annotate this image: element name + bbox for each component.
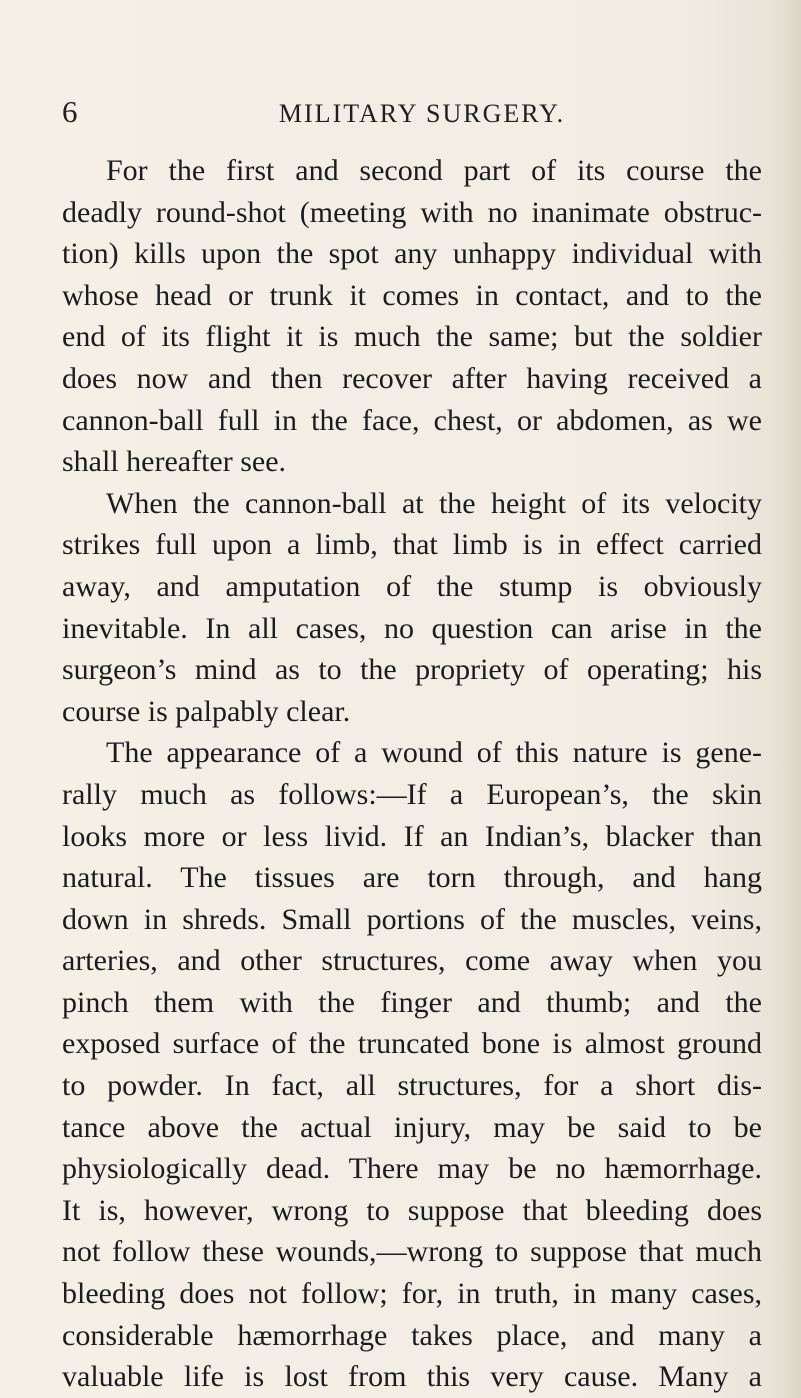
text-line: tion) kills upon the spot any unhappy individual with: [62, 237, 762, 271]
text-line: pinch them with the finger and thumb; and the: [62, 985, 762, 1019]
text-line: does now and then recover after having received a: [62, 361, 762, 395]
text-line: shall hereafter see.: [62, 445, 287, 479]
text-line: not follow these wounds,—wrong to suppose that much: [62, 1235, 762, 1269]
running-head: MILITARY SURGERY.: [278, 99, 566, 128]
text-line: It is, however, wrong to suppose that bleeding does: [62, 1193, 762, 1227]
text-line: physiologically dead. There may be no hæmorrhage.: [62, 1152, 762, 1186]
body-text: [62, 150, 762, 1398]
paragraph-1: [62, 150, 762, 483]
text-line: course is palpably clear.: [62, 694, 351, 728]
text-line: bleeding does not follow; for, in truth, in many cases,: [62, 1277, 762, 1311]
text-line: end of its flight it is much the same; but the soldier: [62, 320, 762, 354]
text-line: surgeon’s mind as to the propriety of operating; his: [62, 653, 762, 687]
text-line: to powder. In fact, all structures, for a short dis-: [62, 1069, 762, 1103]
text-line: looks more or less livid. If an Indian’s, blacker than: [62, 819, 762, 853]
text-line: When the cannon-ball at the height of its velocity: [106, 486, 762, 520]
page-number: 6: [62, 94, 78, 129]
text-line: exposed surface of the truncated bone is almost ground: [62, 1027, 762, 1061]
text-line: For the first and second part of its course the: [106, 154, 762, 187]
text-line: rally much as follows:—If a European’s, the skin: [62, 777, 762, 811]
paragraph-2: [62, 483, 762, 733]
text-line: cannon-ball full in the face, chest, or abdomen, as we: [62, 403, 762, 437]
page-header: [62, 92, 762, 132]
paragraph-3: [62, 732, 762, 1398]
text-line: strikes full upon a limb, that limb is in effect carried: [62, 528, 762, 562]
text-line: tance above the actual injury, may be said to be: [62, 1110, 762, 1144]
text-line: valuable life is lost from this very cause. Many a: [62, 1360, 762, 1394]
text-line: inevitable. In all cases, no question can arise in the: [62, 611, 762, 645]
text-line: arteries, and other structures, come away when you: [62, 944, 762, 978]
text-line: natural. The tissues are torn through, and hang: [62, 861, 762, 895]
text-line: considerable hæmorrhage takes place, and many a: [62, 1318, 762, 1352]
text-line: whose head or trunk it comes in contact, and to the: [62, 278, 762, 312]
text-line: The appearance of a wound of this nature is gene-: [106, 736, 762, 770]
text-line: away, and amputation of the stump is obviously: [62, 569, 762, 603]
text-line: deadly round-shot (meeting with no inanimate obstruc-: [62, 195, 762, 229]
text-line: down in shreds. Small portions of the muscles, veins,: [62, 902, 762, 936]
